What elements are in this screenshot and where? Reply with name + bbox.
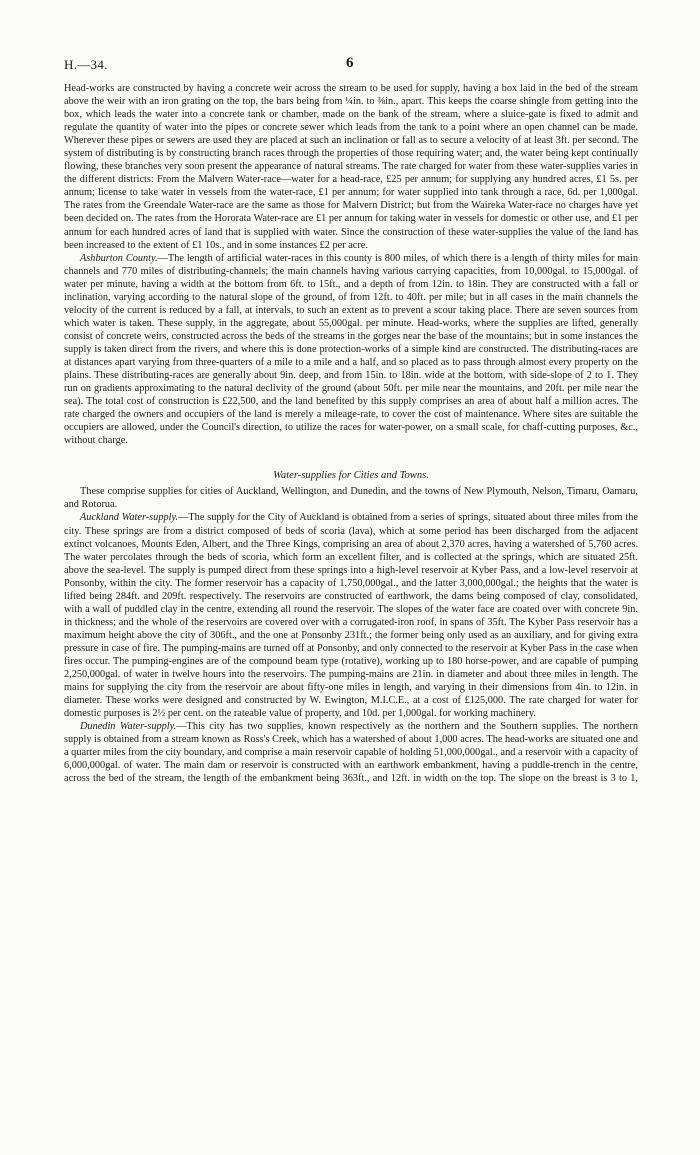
document-body [64, 82, 638, 785]
paragraph-cities: These comprise supplies for cities of Auckland, Wellington, and Dunedin, and the towns of New Plymouth, Nelson, Timaru, Oamaru, and Rotorua. [64, 486, 638, 511]
paragraph-ashburton [64, 252, 638, 448]
dunedin-text: —This city has two supplies, known respectively as the northern and the Southern supplies. The northern supply is obtained from a stream known as Ross's Creek, which has a watershed of about 1,000 acres. The head-works are situated one and a quarter miles from the city boundary, and comprise a main reservoir capable of holding 51,000,000gal., and a reservoir with a capacity of 6,000,000gal. of water. The main dam or reservoir is constructed with an earthwork embankment, having a puddle-trench in the centre, across the bed of the stream, the length of the embankment being 363ft., and 12ft. in width on the top. The slope on the breast is 3 to 1, [64, 721, 638, 785]
paragraph-dunedin [64, 720, 638, 785]
page-number: 6 [346, 55, 354, 71]
paragraph-auckland [64, 511, 638, 720]
paragraph-headworks: Head-works are constructed by having a concrete weir across the stream to be used for supply, having a box laid in the bed of the stream above the weir with an iron grating on the top, the bars being from ¼in. to ⅜in., apart. This keeps the coarse shingle from getting into the box, which leads the water into a concrete tank or chamber, made on the bank of the stream, where a sluice-gate is fixed to admit and regulate the quantity of water into the pipes or concrete sewer which leads from the tank to a point where an open channel can be made. Wherever these pipes or sewers are used they are placed at such an inclination or fall as to secure a velocity of at least 3ft. per second. The system of distributing is by constructing branch races through the properties of those requiring water; and, the water being kept continually flowing, these branches very soon present the appearance of natural streams. The rate charged for water from these water-supplies varies in the different districts: From the Malvern Water-race—water for a head-race, £25 per annum; for supplying any hundred acres, £1 5s. per annum; license to take water in vessels from the water-race, £1 per annum; for water supplied into tank through a race, 6d. per 1,000gal. The rates from the Greendale Water-race are the same as those for Malvern District; but from the Waireka Water-race no charges have yet been decided on. The rates from the Hororata Water-race are £1 per annum for taking water in vessels for domestic or other use, and £1 per annum for each hundred acres of land that is supplied with water. Since the construction of these water-supplies the value of the land has been increased to the extent of £1 10s., and in some instances £2 per acre. [64, 83, 638, 251]
document-code: H.—34. [64, 57, 108, 72]
auckland-heading: Auckland Water-supply. [80, 512, 179, 524]
section-title: Water-supplies for Cities and Towns. [273, 470, 429, 482]
ashburton-text: —The length of artificial water-races in this county is 800 miles, of which there is a length of thirty miles for main channels and 770 miles of distributing-channels; the main channels having various carrying capacities, from 10,000gal. to 15,000gal. of water per minute, having a width at the bottom from 6ft. to 15ft., and a depth of from 12in. to 18in. They are constructed with a fall or inclination, varying according to the natural slope of the ground, of from 12ft. to 40ft. per mile; but in all cases in the main channels the velocity of the current is reduced by a fall, at intervals, to such an extent as to prevent a scour taking place. There are seven sources from which water is taken. These supply, in the aggregate, about 55,000gal. per minute. Head-works, where the supplies are lifted, generally consist of concrete weirs, constructed across the beds of the streams in the gorges near the base of the mountains; but in some instances the supply is taken direct from the rivers, and where this is done protection-works of a simple kind are constructed. The distributing-races are at distances apart varying from three-quarters of a mile to a mile and a half, and so placed as to pass through almost every property on the plains. These distributing-races are generally about 9in. deep, and from 15in. to 18in. wide at the bottom, with side-slope of 2 to 1. They run on gradients approximating to the natural declivity of the ground (about 50ft. per mile near the mountains, and 20ft. per mile near the sea). The total cost of construction is £22,500, and the land benefited by this supply comprises an area of about half a million acres. The rate charged the owners and occupiers of the land is merely a mileage-rate, to cover the cost of maintenance. Where sites are suitable the occupiers are allowed, under the Council's direction, to utilize the races for water-power, on a small scale, for chaff-cutting purposes, &c., without charge. [64, 252, 638, 447]
ashburton-heading: Ashburton County. [80, 252, 158, 264]
dunedin-heading: Dunedin Water-supply. [80, 721, 177, 733]
auckland-text: —The supply for the City of Auckland is obtained from a series of springs, situated about three miles from the city. These springs are from a district composed of beds of scoria (lava), which at some period has been discharged from the adjacent extinct volcanoes, Mounts Eden, Albert, and the Three Kings, comprising an area of about 2,370 acres, having a watershed of 5,760 acres. The water percolates through the beds of scoria, which form an excellent filter, and is collected at the springs, which are situated 25ft. above the sea-level. The supply is pumped direct from these springs into a high-level reservoir at Kyber Pass, and a low-level reservoir at Ponsonby, within the city. The former reservoir has a capacity of 1,750,000gal., and the latter 3,000,000gal.; the heights that the water is lifted being 284ft. and 209ft. respectively. The reservoirs are constructed of earthwork, the dams being composed of clay, consolidated, with a wall of puddled clay in the centre, extending all round the reservoir. The slopes of the water face are coated over with concrete 9in. in thickness; and the whole of the reservoirs are covered over with a corrugated-iron roof, in spans of 35ft. The Kyber Pass reservoir has a maximum height above the city of 306ft., and the one at Ponsonby 231ft.; the former being only used as an auxiliary, and for giving extra pressure in case of fire. The pumping-mains are turned off at Ponsonby, and only connected to the reservoir at Kyber Pass in the case when fires occur. The pumping-engines are of the compound beam type (rotative), working up to 180 horse-power, and are capable of pumping 2,250,000gal. of water in twelve hours into the reservoirs. The pumping-mains are 21in. in diameter and about three miles in length. The mains for supplying the city from the reservoir are about fifty-one miles in length, and varying in their dimensions from 4in. to 12in. in diameter. These works were designed and constructed by W. Ewington, M.I.C.E., at a cost of £125,000. The rate charged for water for domestic purposes is 2½ per cent. on the rateable value of property, and 10d. per 1,000gal. for working machinery. [64, 512, 638, 720]
